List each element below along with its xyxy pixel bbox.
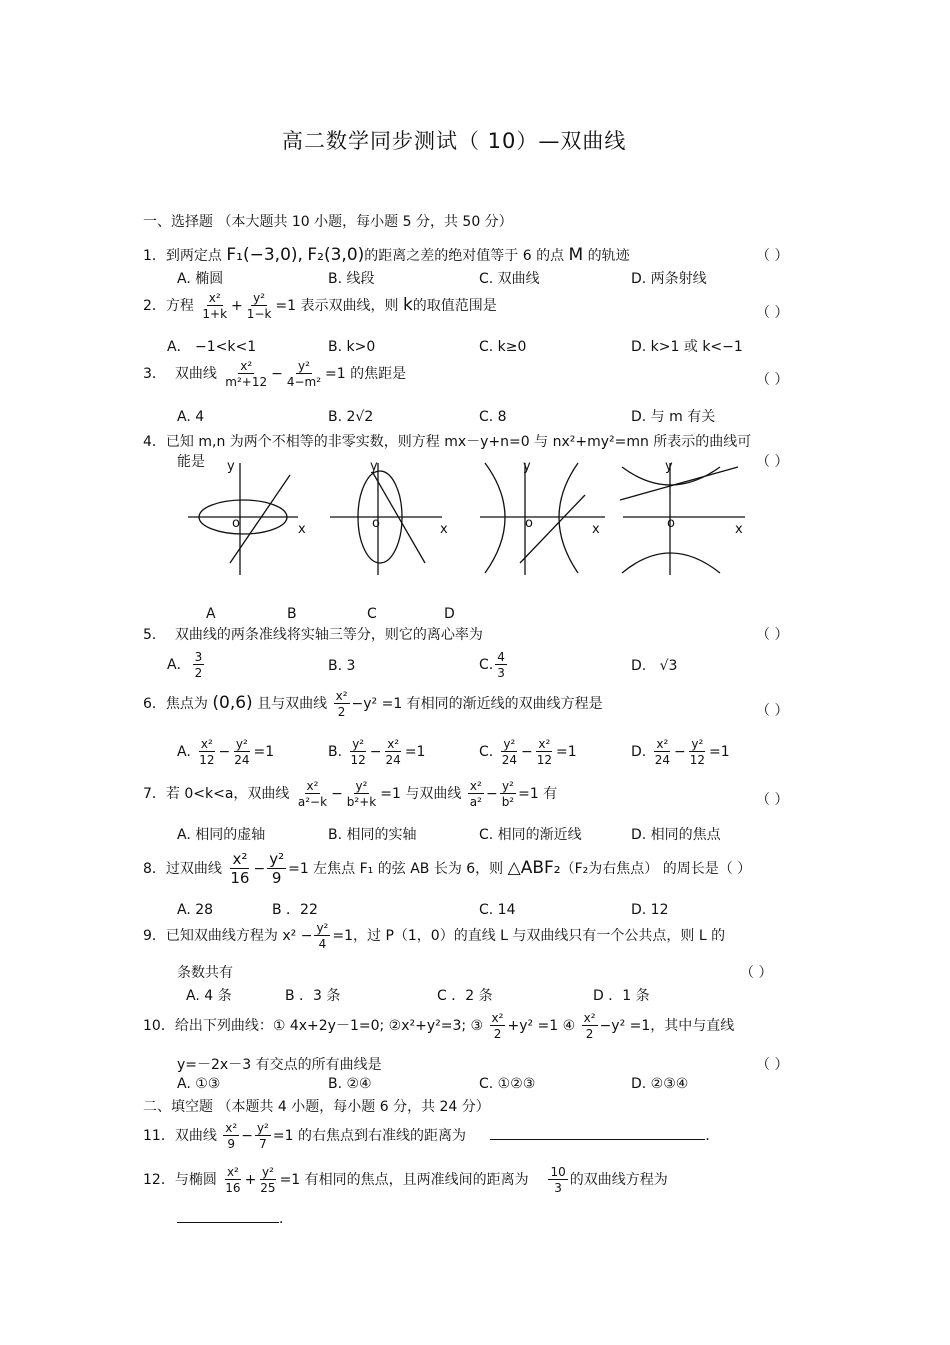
page-title: 高二数学同步测试（ 10）—双曲线 (282, 129, 627, 153)
svg-text:x: x (298, 522, 306, 537)
svg-text:y: y (523, 459, 531, 474)
q6-option-c: C. $\frac{\text{y²}}{24}$ − $\frac{\text{x²}}{12}$ =1 (479, 737, 577, 767)
svg-text:o: o (372, 516, 380, 531)
q4-label-b: B (287, 606, 297, 622)
question-6: 6．焦点为 (0,6) 且与双曲线 $\frac{\text{x²}}{2}$ −y² =1 有相同的渐近线的双曲线方程是 (143, 689, 603, 719)
answer-bracket: （ ） (756, 703, 789, 719)
q6-option-a: A. $\frac{\text{x²}}{12}$ − $\frac{\text{y²}}{24}$ =1 (177, 737, 275, 767)
answer-bracket: （ ） (740, 965, 773, 981)
question-11: 11．双曲线 $\frac{\text{x²}}{9}$ − $\frac{\text{y²}}{7}$ =1 的右焦点到右准线的距离为 ． (143, 1121, 720, 1151)
q3-option-c: C. 8 (479, 409, 507, 425)
q9-option-c: C ．2 条 (437, 988, 493, 1004)
question-10-cont: y=－2x－3 有交点的所有曲线是 (177, 1057, 382, 1073)
q7-option-a: A. 相同的虚轴 (177, 827, 266, 843)
q4-axis-labels (227, 459, 743, 537)
answer-bracket: （ ） (756, 454, 789, 470)
q12-answer-blank[interactable] (177, 1222, 279, 1223)
q10-option-d: D. ②③④ (631, 1076, 689, 1092)
q5-option-b: B. 3 (328, 658, 356, 674)
answer-bracket: （ ） (756, 1057, 789, 1073)
q6-option-d: D. $\frac{\text{x²}}{24}$ − $\frac{\text{y²}}{12}$ =1 (631, 737, 730, 767)
q3-option-a: A. 4 (177, 409, 205, 425)
q8-option-d: D. 12 (631, 902, 669, 918)
question-9: 9．已知双曲线方程为 x² − $\frac{\text{y²}}{4}$ =1，过 P（1，0）的直线 L 与双曲线只有一个公共点，则 L 的 (143, 921, 726, 951)
svg-text:x: x (440, 522, 448, 537)
svg-text:o: o (667, 516, 675, 531)
question-4-cont: 能是 (177, 454, 205, 470)
question-2: 2．方程 $\frac{\text{x²}}{1+k}$ + $\frac{\text{y²}}{1-k}$ =1 表示双曲线，则 k的取值范围是 (143, 291, 497, 321)
q7-option-d: D. 相同的焦点 (631, 827, 721, 843)
question-10: 10．给出下列曲线：① 4x+2y－1=0; ②x²+y²=3; ③ $\frac{\text{x²}}{2}$ +y² =1 ④ $\frac{\text{x²}}{2}$ −y² =1，其中与直线 (143, 1011, 735, 1041)
question-3: 3． 双曲线 $\frac{\text{x²}}{\text{m²+12}}$ − $\frac{\text{y²}}{\text{4−m²}}$ =1 的焦距是 (143, 359, 407, 389)
q1-option-c: C. 双曲线 (479, 271, 540, 287)
question-1: 1．到两定点 F₁(−3,0), F₂(3,0)的距离之差的绝对值等于 6 的点 M 的轨迹 (143, 245, 630, 265)
q7-option-b: B. 相同的实轴 (328, 827, 417, 843)
question-4: 4．已知 m,n 为两个不相等的非零实数，则方程 mx－y+n=0 与 nx²+my²=mn 所表示的曲线可 (143, 434, 752, 450)
svg-text:y: y (665, 459, 673, 474)
q7-option-c: C. 相同的渐近线 (479, 827, 582, 843)
q8-option-b: B ．22 (272, 902, 318, 918)
q2-option-b: B. k>0 (328, 339, 376, 355)
section-heading-choice: 一、选择题 （本大题共 10 小题，每小题 5 分，共 50 分） (143, 214, 513, 230)
q9-option-b: B ．3 条 (285, 988, 341, 1004)
svg-text:o: o (232, 516, 240, 531)
q5-option-a: A． $\frac{3}{2}$ (167, 650, 203, 680)
svg-text:y: y (370, 459, 378, 474)
q1-option-a: A. 椭圆 (177, 271, 224, 287)
svg-text:o: o (525, 516, 533, 531)
answer-bracket: （ ） (756, 792, 789, 808)
q1-option-d: D. 两条射线 (631, 271, 707, 287)
q4-figures (180, 455, 760, 580)
q2-option-c: C. k≥0 (479, 339, 527, 355)
answer-bracket: （ ） (756, 305, 789, 321)
q4-label-d: D (444, 606, 455, 622)
q5-option-d: D. √3 (631, 658, 678, 674)
q4-label-a: A (206, 606, 216, 622)
q3-option-b: B. 2√2 (328, 409, 374, 425)
q1-option-b: B. 线段 (328, 271, 375, 287)
q2-option-a: A． −1<k<1 (167, 339, 257, 355)
q11-answer-blank[interactable] (490, 1139, 705, 1140)
question-12: 12．与椭圆 $\frac{\text{x²}}{16}$ + $\frac{\text{y²}}{25}$ =1 有相同的焦点，且两准线间的距离为 $\frac{10}{3}$ 的双曲线方程为 (143, 1165, 668, 1195)
q12-answer-line: ． (177, 1212, 293, 1226)
section-heading-fill: 二、填空题 （本题共 4 小题，每小题 6 分，共 24 分） (143, 1099, 490, 1115)
question-5: 5． 双曲线的两条准线将实轴三等分，则它的离心率为 (143, 627, 483, 643)
q5-option-c: C. $\frac{4}{3}$ (479, 650, 505, 680)
svg-text:x: x (735, 522, 743, 537)
q8-option-a: A. 28 (177, 902, 214, 918)
q10-option-c: C. ①②③ (479, 1076, 536, 1092)
q9-option-d: D ．1 条 (593, 988, 650, 1004)
answer-bracket: （ ） (756, 248, 789, 264)
answer-bracket: （ ） (756, 372, 789, 388)
q3-option-d: D. 与 m 有关 (631, 409, 716, 425)
q8-option-c: C. 14 (479, 902, 516, 918)
svg-text:x: x (592, 522, 600, 537)
q10-option-a: A. ①③ (177, 1076, 221, 1092)
answer-bracket: （ ） (756, 627, 789, 643)
q10-option-b: B. ②④ (328, 1076, 372, 1092)
question-8: 8．过双曲线 $\frac{\text{x²}}{16}$ − $\frac{\text{y²}}{9}$ =1 左焦点 F₁ 的弦 AB 长为 6，则 △ABF₂（F₂为右焦点） 的周长是（ ） (143, 850, 752, 887)
q9-option-a: A. 4 条 (186, 988, 232, 1004)
q2-option-d: D. k>1 或 k<−1 (631, 339, 743, 355)
q4-label-c: C (367, 606, 377, 622)
svg-text:y: y (227, 459, 235, 474)
question-9-cont: 条数共有 (177, 965, 233, 981)
q6-option-b: B. $\frac{\text{y²}}{12}$ − $\frac{\text{x²}}{24}$ =1 (328, 737, 426, 767)
question-7: 7．若 0<k<a，双曲线 $\frac{\text{x²}}{\text{a²−k}}$ − $\frac{\text{y²}}{\text{b²+k}}$ =1 与双曲线 $\frac{\text{x²}}{\text{a²}}$ − $\frac{\text{y²}}{\text{b²}}$ =1 有 (143, 779, 558, 809)
